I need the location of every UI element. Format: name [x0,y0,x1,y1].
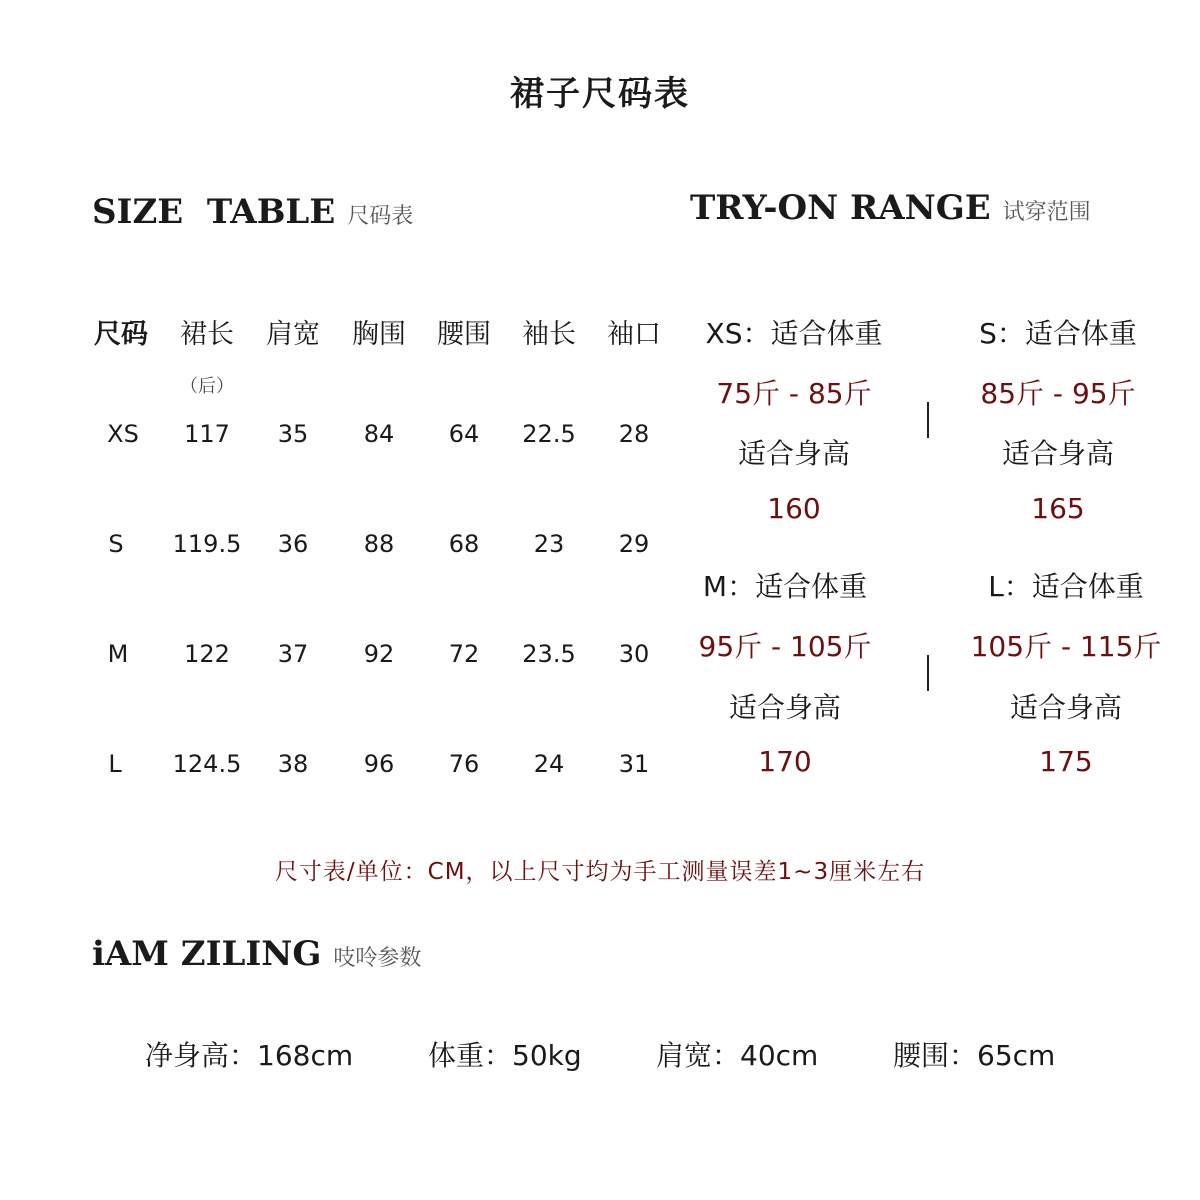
table-cell: 36 [277,530,309,558]
table-cell: 122 [184,640,230,668]
table-cell: 24 [533,750,565,778]
table-cell: S [108,530,124,558]
model-stat-waist: 腰围：65cm [893,1039,1056,1072]
table-cell: XS [107,420,139,448]
table-cell: 76 [448,750,480,778]
tryon-weight: 85斤 - 95斤 [980,377,1136,410]
table-cell: 88 [363,530,395,558]
header-bust: 胸围 [352,319,406,350]
table-cell: 31 [618,750,650,778]
table-cell: 22.5 [522,420,576,448]
header-size: 尺码 [94,319,148,350]
tryon-height: 160 [767,492,821,525]
header-waist: 腰围 [437,319,491,350]
header-skirt-length: 裙长 [180,319,234,350]
table-cell: 64 [448,420,480,448]
tryon-weight: 105斤 - 115斤 [970,630,1162,663]
tryon-label: M：适合体重 [702,570,868,603]
tryon-label: XS：适合体重 [705,317,883,350]
size-table-heading [92,192,413,232]
size-table-title-en: SIZE TABLE [92,192,336,232]
tryon-weight: 95斤 - 105斤 [698,630,872,663]
tryon-title-en: TRY-ON RANGE [690,188,991,228]
tryon-height: 175 [1039,745,1093,778]
table-cell: M [107,640,129,668]
tryon-height-label: 适合身高 [737,437,850,470]
model-stat-height: 净身高：168cm [145,1039,354,1072]
table-cell: 117 [184,420,230,448]
table-cell: 28 [618,420,650,448]
table-cell: 29 [618,530,650,558]
tryon-height: 170 [758,745,812,778]
table-cell: 35 [277,420,309,448]
size-table-title-cn: 尺码表 [347,204,414,229]
model-title-en: iAM ZILING [92,934,322,974]
tryon-height-label: 适合身高 [1009,691,1122,724]
tryon-weight: 75斤 - 85斤 [716,377,872,410]
table-cell: 23 [533,530,565,558]
tryon-height-label: 适合身高 [728,691,841,724]
table-cell: 68 [448,530,480,558]
divider [927,655,929,691]
tryon-title-cn: 试穿范围 [1002,200,1091,225]
model-title-cn: 吱呤参数 [333,946,422,971]
table-cell: 37 [277,640,309,668]
tryon-label: L：适合体重 [988,570,1144,603]
measurement-note: 尺寸表/单位：CM，以上尺寸均为手工测量误差1~3厘米左右 [274,859,926,885]
table-cell: 30 [618,640,650,668]
table-cell: 72 [448,640,480,668]
table-cell: 124.5 [172,750,242,778]
table-cell: 84 [363,420,395,448]
header-sleeve-length: 袖长 [522,319,576,350]
model-heading [92,934,421,974]
model-stat-shoulder: 肩宽：40cm [656,1039,819,1072]
header-shoulder: 肩宽 [266,319,320,350]
tryon-label: S：适合体重 [979,317,1137,350]
header-cuff: 袖口 [607,319,661,350]
table-cell: 92 [363,640,395,668]
table-cell: 119.5 [172,530,242,558]
table-cell: L [108,750,122,778]
table-cell: 96 [363,750,395,778]
table-cell: 38 [277,750,309,778]
tryon-heading [690,188,1091,228]
tryon-height-label: 适合身高 [1001,437,1114,470]
table-cell: 23.5 [522,640,576,668]
model-stat-weight: 体重：50kg [428,1039,582,1072]
header-sub-back: （后） [180,376,234,397]
tryon-height: 165 [1031,492,1085,525]
page-title: 裙子尺码表 [510,74,690,114]
